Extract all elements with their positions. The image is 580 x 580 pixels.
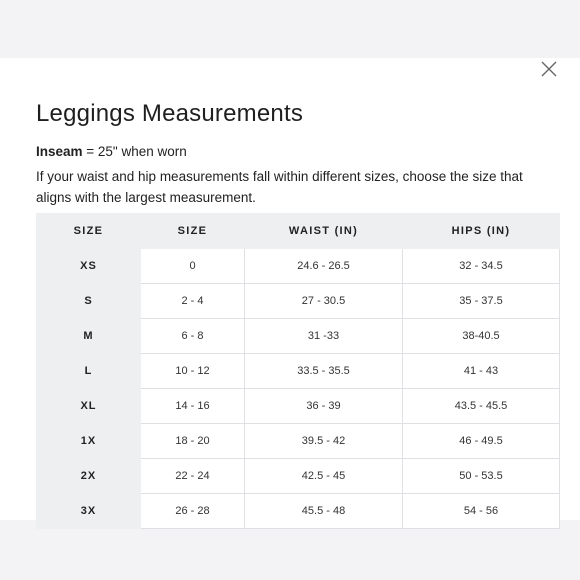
size-number-cell: 14 - 16 [141,389,245,424]
waist-cell: 36 - 39 [245,389,403,424]
hips-cell: 50 - 53.5 [403,459,560,494]
waist-cell: 42.5 - 45 [245,459,403,494]
close-icon[interactable] [540,60,558,78]
waist-cell: 33.5 - 35.5 [245,354,403,389]
hips-cell: 38-40.5 [403,319,560,354]
waist-cell: 45.5 - 48 [245,494,403,529]
size-number-cell: 2 - 4 [141,284,245,319]
table-row [37,459,560,494]
waist-cell: 31 -33 [245,319,403,354]
hips-cell: 35 - 37.5 [403,284,560,319]
size-label-cell: 2X [37,459,141,494]
close-button[interactable] [540,60,558,78]
size-label-cell: XL [37,389,141,424]
header-size-label: SIZE [37,214,141,249]
table-row [37,424,560,459]
size-number-cell: 18 - 20 [141,424,245,459]
size-label-cell: XS [37,249,141,284]
waist-cell: 39.5 - 42 [245,424,403,459]
size-table [36,213,560,529]
waist-cell: 24.6 - 26.5 [245,249,403,284]
table-row [37,319,560,354]
size-number-cell: 10 - 12 [141,354,245,389]
table-row [37,494,560,529]
size-label-cell: 1X [37,424,141,459]
header-hips: HIPS (IN) [403,214,560,249]
size-number-cell: 0 [141,249,245,284]
size-guidance-text: If your waist and hip measurements fall within different sizes, choose the size that aligns with the largest measurement. [36,169,523,205]
hips-cell: 54 - 56 [403,494,560,529]
size-label-cell: S [37,284,141,319]
inseam-note [36,144,187,159]
header-size-number: SIZE [141,214,245,249]
table-row [37,284,560,319]
size-label-cell: 3X [37,494,141,529]
inseam-value: = 25" when worn [82,144,187,159]
waist-cell: 27 - 30.5 [245,284,403,319]
size-label-cell: L [37,354,141,389]
size-number-cell: 22 - 24 [141,459,245,494]
size-label-cell: M [37,319,141,354]
size-number-cell: 6 - 8 [141,319,245,354]
hips-cell: 41 - 43 [403,354,560,389]
table-row [37,249,560,284]
modal-title: Leggings Measurements [36,100,304,127]
size-number-cell: 26 - 28 [141,494,245,529]
inseam-label: Inseam [36,144,83,159]
hips-cell: 32 - 34.5 [403,249,560,284]
table-row [37,389,560,424]
hips-cell: 46 - 49.5 [403,424,560,459]
hips-cell: 43.5 - 45.5 [403,389,560,424]
table-row [37,354,560,389]
header-waist: WAIST (IN) [245,214,403,249]
table-header-row [37,214,560,249]
